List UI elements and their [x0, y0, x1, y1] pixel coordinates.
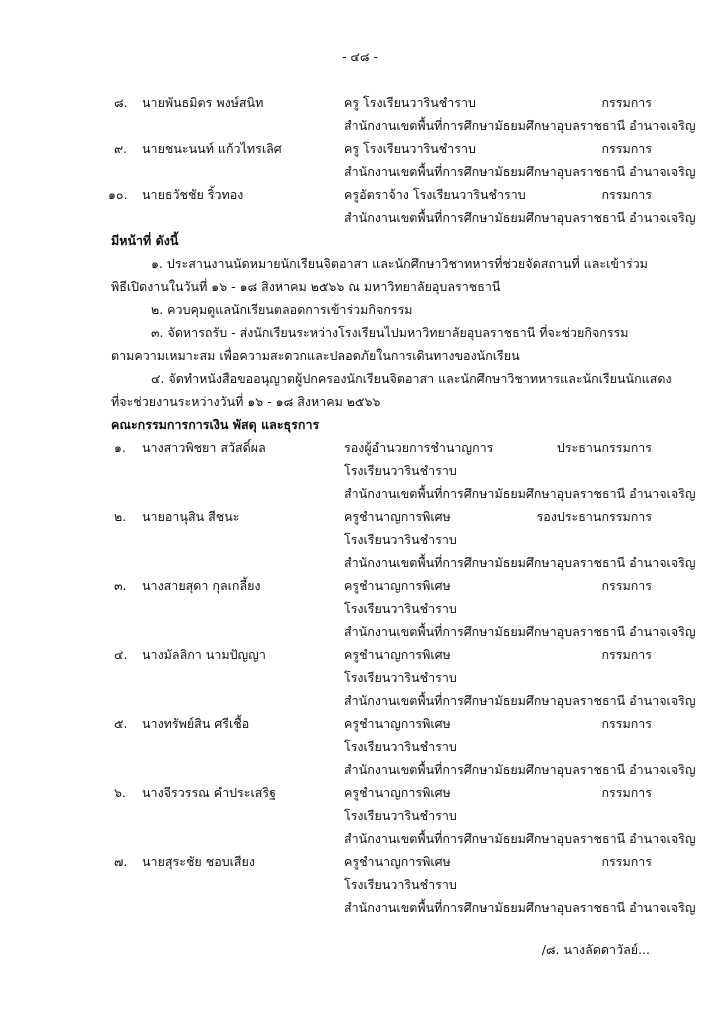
member-agency: สำนักงานเขตพื้นที่การศึกษามัธยมศึกษาอุบลราชธานี อำนาจเจริญ	[344, 164, 696, 179]
member-row	[0, 783, 720, 805]
member-number: ๔.	[114, 647, 128, 662]
member-name: นายอานุสิน สีชนะ	[142, 509, 240, 524]
member-name: นายชนะนนท์ แก้วไทรเลิศ	[142, 141, 282, 156]
member-number: ๒.	[114, 509, 127, 524]
member-agency: สำนักงานเขตพื้นที่การศึกษามัธยมศึกษาอุบลราชธานี อำนาจเจริญ	[344, 762, 696, 777]
member-position: ครูชำนาญการพิเศษ	[344, 509, 451, 524]
member-row	[0, 185, 720, 207]
member-position: ครูชำนาญการพิเศษ	[344, 716, 451, 731]
member-role: กรรมการ	[601, 647, 652, 662]
member-number: ๙.	[114, 141, 128, 156]
member-role: ประธานกรรมการ	[556, 440, 652, 455]
member-school: โรงเรียนวารินชำราบ	[344, 532, 457, 547]
member-agency: สำนักงานเขตพื้นที่การศึกษามัธยมศึกษาอุบลราชธานี อำนาจเจริญ	[344, 486, 696, 501]
duty-1-line-2: พิธีเปิดงานในวันที่ ๑๖ - ๑๘ สิงหาคม ๒๕๖๖ ณ มหาวิทยาลัยอุบลราชธานี	[111, 279, 501, 294]
member-role: กรรมการ	[601, 187, 652, 202]
member-row	[0, 852, 720, 874]
member-school: โรงเรียนวารินชำราบ	[344, 463, 457, 478]
member-agency: สำนักงานเขตพื้นที่การศึกษามัธยมศึกษาอุบลราชธานี อำนาจเจริญ	[344, 831, 696, 846]
member-position: ครูชำนาญการพิเศษ	[344, 578, 451, 593]
member-position: ครู โรงเรียนวารินชำราบ	[344, 141, 476, 156]
member-position: ครู โรงเรียนวารินชำราบ	[344, 95, 476, 110]
member-position: ครูชำนาญการพิเศษ	[344, 785, 451, 800]
member-school: โรงเรียนวารินชำราบ	[344, 739, 457, 754]
member-role: กรรมการ	[601, 854, 652, 869]
member-row	[0, 714, 720, 736]
member-row	[0, 93, 720, 115]
member-position: รองผู้อำนวยการชำนาญการ	[344, 440, 494, 455]
member-row	[0, 645, 720, 667]
member-row	[0, 438, 720, 460]
member-name: นายธวัชชัย ริ้วทอง	[142, 187, 244, 202]
member-agency: สำนักงานเขตพื้นที่การศึกษามัธยมศึกษาอุบลราชธานี อำนาจเจริญ	[344, 555, 696, 570]
member-school: โรงเรียนวารินชำราบ	[344, 670, 457, 685]
member-name: นางสาวพิชยา สวัสดิ์ผล	[142, 440, 266, 455]
member-number: ๑.	[114, 440, 126, 455]
duty-3-line-2: ตามความเหมาะสม เพื่อความสะดวกและปลอดภัยในการเดินทางของนักเรียน	[111, 348, 520, 363]
member-row	[0, 139, 720, 161]
member-agency: สำนักงานเขตพื้นที่การศึกษามัธยมศึกษาอุบลราชธานี อำนาจเจริญ	[344, 693, 696, 708]
continuation-note: /๘. นางลัดดาวัลย์...	[541, 942, 650, 957]
member-name: นางมัลลิกา นามปัญญา	[142, 647, 266, 662]
member-row	[0, 576, 720, 598]
member-name: นางจีรวรรณ คำประเสริฐ	[142, 785, 276, 800]
member-number: ๕.	[114, 716, 128, 731]
member-agency: สำนักงานเขตพื้นที่การศึกษามัธยมศึกษาอุบลราชธานี อำนาจเจริญ	[344, 900, 696, 915]
member-name: นายสุระชัย ชอบเสียง	[142, 854, 255, 869]
page-number: - ๔๘ -	[341, 49, 379, 64]
member-number: ๖.	[114, 785, 126, 800]
committee-title: คณะกรรมการการเงิน พัสดุ และธุรการ	[111, 417, 320, 432]
member-agency: สำนักงานเขตพื้นที่การศึกษามัธยมศึกษาอุบลราชธานี อำนาจเจริญ	[344, 210, 696, 225]
member-number: ๗.	[114, 854, 128, 869]
duty-1-line-1: ๑. ประสานงานนัดหมายนักเรียนจิตอาสา และนักศึกษาวิชาทหารที่ช่วยจัดสถานที่ และเข้าร่วม	[151, 256, 648, 271]
member-role: กรรมการ	[601, 95, 652, 110]
member-school: โรงเรียนวารินชำราบ	[344, 808, 457, 823]
member-row	[0, 507, 720, 529]
duty-2: ๒. ควบคุมดูแลนักเรียนตลอดการเข้าร่วมกิจกรรม	[151, 302, 413, 317]
duty-3-line-1: ๓. จัดหารถรับ - ส่งนักเรียนระหว่างโรงเรียนไปมหาวิทยาลัยอุบลราชธานี ที่จะช่วยกิจกรรม	[151, 325, 629, 340]
member-agency: สำนักงานเขตพื้นที่การศึกษามัธยมศึกษาอุบลราชธานี อำนาจเจริญ	[344, 624, 696, 639]
member-school: โรงเรียนวารินชำราบ	[344, 877, 457, 892]
member-role: กรรมการ	[601, 716, 652, 731]
member-agency: สำนักงานเขตพื้นที่การศึกษามัธยมศึกษาอุบลราชธานี อำนาจเจริญ	[344, 118, 696, 133]
duty-4-line-1: ๔. จัดทำหนังสือขออนุญาตผู้ปกครองนักเรียนจิตอาสา และนักศึกษาวิชาทหารและนักเรียนนักแสดง	[151, 371, 672, 386]
member-name: นางสายสุดา กุลเกลี้ยง	[142, 578, 261, 593]
member-number: ๓.	[114, 578, 127, 593]
member-position: ครูชำนาญการพิเศษ	[344, 647, 451, 662]
member-number: ๘.	[114, 95, 128, 110]
member-position: ครูอัตราจ้าง โรงเรียนวารินชำราบ	[344, 187, 526, 202]
member-number: ๑๐.	[108, 187, 128, 202]
member-name: นายพันธมิตร พงษ์สนิท	[142, 95, 264, 110]
member-role: กรรมการ	[601, 785, 652, 800]
duty-4-line-2: ที่จะช่วยงานระหว่างวันที่ ๑๖ - ๑๘ สิงหาคม ๒๕๖๖	[111, 394, 381, 409]
duties-heading: มีหน้าที่ ดังนี้	[111, 233, 179, 248]
member-role: กรรมการ	[601, 141, 652, 156]
member-position: ครูชำนาญการพิเศษ	[344, 854, 451, 869]
member-name: นางทรัพย์สิน ศรีเชื้อ	[142, 716, 250, 731]
member-school: โรงเรียนวารินชำราบ	[344, 601, 457, 616]
member-role: รองประธานกรรมการ	[536, 509, 652, 524]
member-role: กรรมการ	[601, 578, 652, 593]
